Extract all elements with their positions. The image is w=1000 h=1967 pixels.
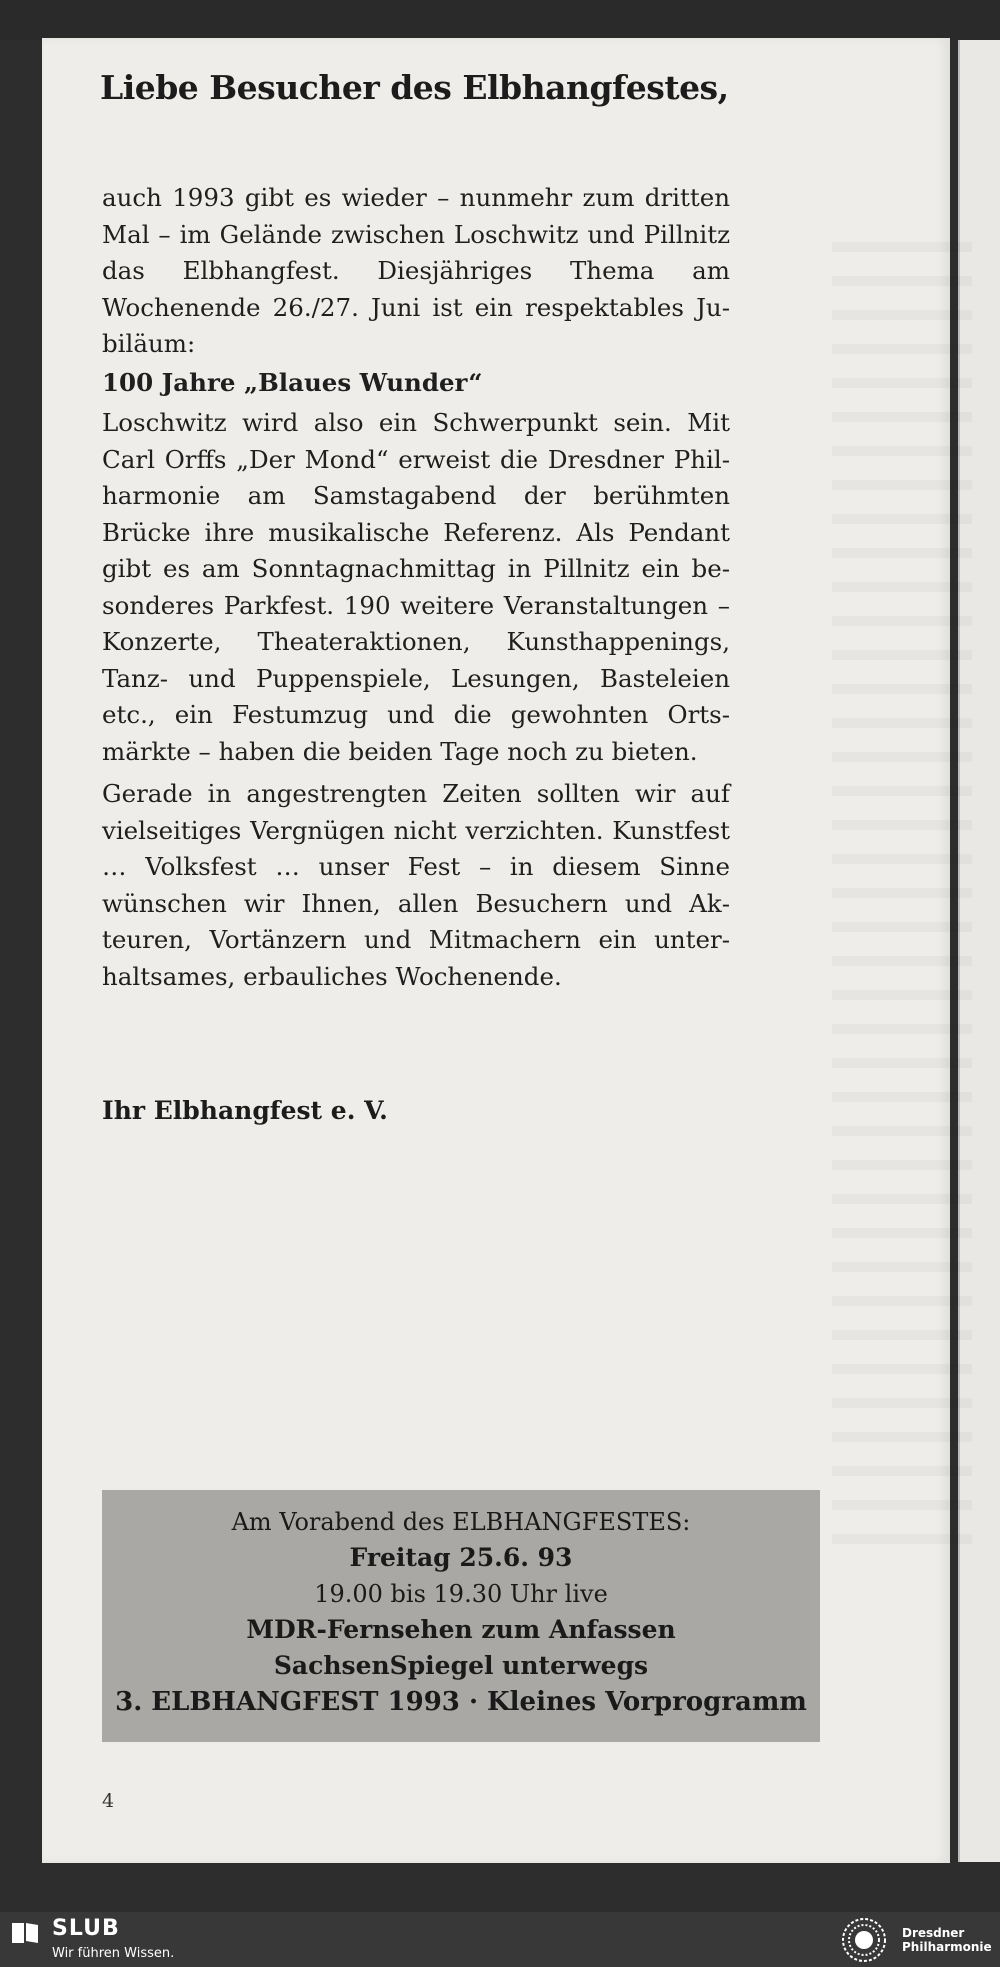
slub-name[interactable]: SLUB <box>52 1916 120 1941</box>
page-number: 4 <box>102 1790 115 1812</box>
announcement-broadcaster: MDR-Fernsehen zum Anfassen <box>246 1615 676 1644</box>
signature: Ihr Elbhangfest e. V. <box>102 1096 388 1125</box>
letter-body <box>102 180 730 995</box>
announcement-time: 19.00 bis 19.30 Uhr live <box>314 1580 608 1608</box>
announcement-show: SachsenSpiegel unterwegs <box>273 1651 649 1680</box>
announcement-program: 3. ELBHANGFEST 1993 · Kleines Vorprogramm <box>115 1687 807 1717</box>
page-heading: Liebe Besucher des Elbhangfestes, <box>100 68 729 107</box>
subheading: 100 Jahre „Blaues Wunder“ <box>102 367 483 397</box>
philharmonie-logo-icon[interactable] <box>838 1916 890 1964</box>
philharmonie-name <box>902 1926 992 1954</box>
show-through-text <box>832 218 972 1568</box>
slub-tagline: Wir führen Wissen. <box>52 1946 175 1961</box>
philharmonie-name-line-1: Dresdner <box>902 1926 965 1940</box>
scan-border-top <box>0 0 1000 40</box>
announcement-date: Freitag 25.6. 93 <box>349 1543 573 1572</box>
paragraph-closing: Gerade in angestrengten Zeiten sollten wir auf vielseitiges Vergnügen nicht verzichten. Kunstfest … Volksfest … unser Fest – in diesem Sinne wünschen wir Ihnen, allen Besuchern und Akteuren, Vortänzern und Mitmachern ein unterhaltsames, erbauliches Wochenende. <box>102 779 730 991</box>
announcement-box <box>102 1490 820 1742</box>
announcement-line-1: Am Vorabend des ELBHANGFESTES: <box>231 1508 691 1536</box>
paragraph-intro: auch 1993 gibt es wieder – nunmehr zum dritten Mal – im Gelände zwischen Loschwitz und Pillnitz das Elbhangfest. Diesjähriges Thema am Wochenende 26./27. Juni ist ein respektables Jubiläum: <box>102 183 730 358</box>
viewer-footer <box>0 1912 1000 1967</box>
book-icon[interactable] <box>12 1922 40 1944</box>
philharmonie-name-line-2: Philharmonie <box>902 1940 992 1954</box>
paragraph-program: Loschwitz wird also ein Schwerpunkt sein. Mit Carl Orffs „Der Mond“ erweist die Dresdner Philharmonie am Samstagabend der berühmten Brücke ihre musikalische Referenz. Als Pendant gibt es am Sonntagnachmittag in Pillnitz ein besonderes Parkfest. 190 weitere Veranstaltungen – Konzerte, Theateraktionen, Kunsthappenings, Tanz- und Puppenspiele, Lesungen, Basteleien etc., ein Festumzug und die gewohnten Ortsmärkte – haben die beiden Tage noch zu bieten. <box>102 408 730 766</box>
